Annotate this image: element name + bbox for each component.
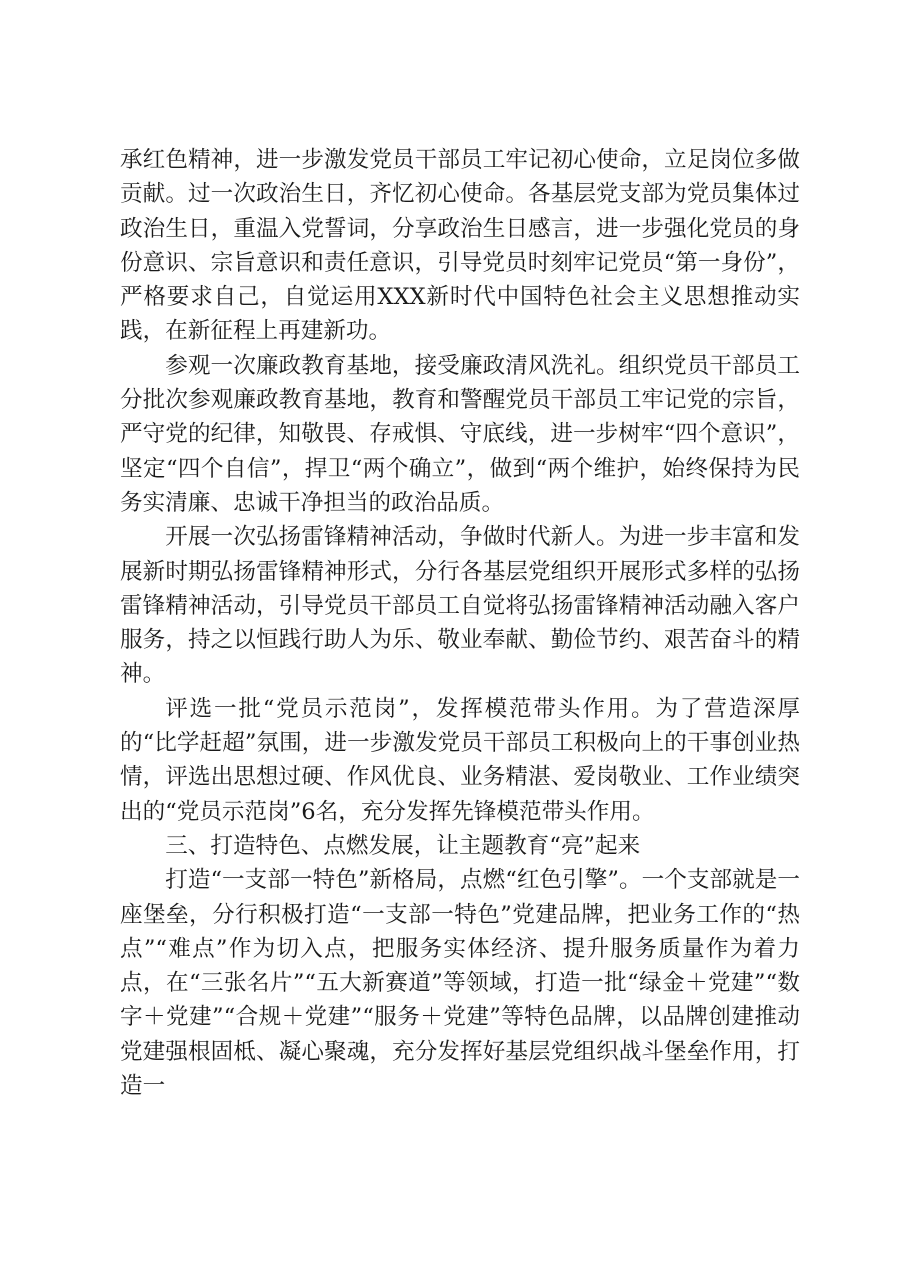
document-body: [120, 143, 800, 1103]
paragraph-1: 承红色精神，进一步激发党员干部员工牢记初心使命，立足岗位多做贡献。过一次政治生日，齐忆初心使命。各基层党支部为党员集体过政治生日，重温入党誓词，分享政治生日感言，进一步强化党员的身份意识、宗旨意识和责任意识，引导党员时刻牢记党员“第一身份”，严格要求自己，自觉运用XXX新时代中国特色社会主义思想推动实践，在新征程上再建新功。: [120, 147, 800, 345]
paragraph-2: 参观一次廉政教育基地，接受廉政清风洗礼。组织党员干部员工分批次参观廉政教育基地，教育和警醒党员干部员工牢记党的宗旨，严守党的纪律，知敬畏、存戒惧、守底线，进一步树牢“四个意识”，坚定“四个自信”，捍卫“两个确立”，做到“两个维护，始终保持为民务实清廉、忠诚干净担当的政治品质。: [120, 352, 800, 516]
paragraph-3: 开展一次弘扬雷锋精神活动，争做时代新人。为进一步丰富和发展新时期弘扬雷锋精神形式，分行各基层党组织开展形式多样的弘扬雷锋精神活动，引导党员干部员工自觉将弘扬雷锋精神活动融入客户服务，持之以恒践行助人为乐、敬业奉献、勤俭节约、艰苦奋斗的精神。: [120, 524, 800, 688]
paragraph-5: 打造“一支部一特色”新格局，点燃“红色引擎”。一个支部就是一座堡垒，分行积极打造“一支部一特色”党建品牌，把业务工作的“热点”“难点”作为切入点，把服务实体经济、提升服务质量作为着力点，在“三张名片”“五大新赛道”等领域，打造一批“绿金＋党建”“数字＋党建”“合规＋党建”“服务＋党建”等特色品牌，以品牌创建推动党建强根固柢、凝心聚魂，充分发挥好基层党组织战斗堡垒作用，打造一: [120, 867, 800, 1100]
section-heading-3: 三、打造特色、点燃发展，让主题教育“亮”起来: [165, 832, 641, 859]
paragraph-4: 评选一批“党员示范岗”，发挥模范带头作用。为了营造深厚的“比学赶超”氛围，进一步激发党员干部员工积极向上的干事创业热情，评选出思想过硬、作风优良、业务精湛、爱岗敬业、工作业绩突出的“党员示范岗”6名，充分发挥先锋模范带头作用。: [120, 695, 800, 825]
